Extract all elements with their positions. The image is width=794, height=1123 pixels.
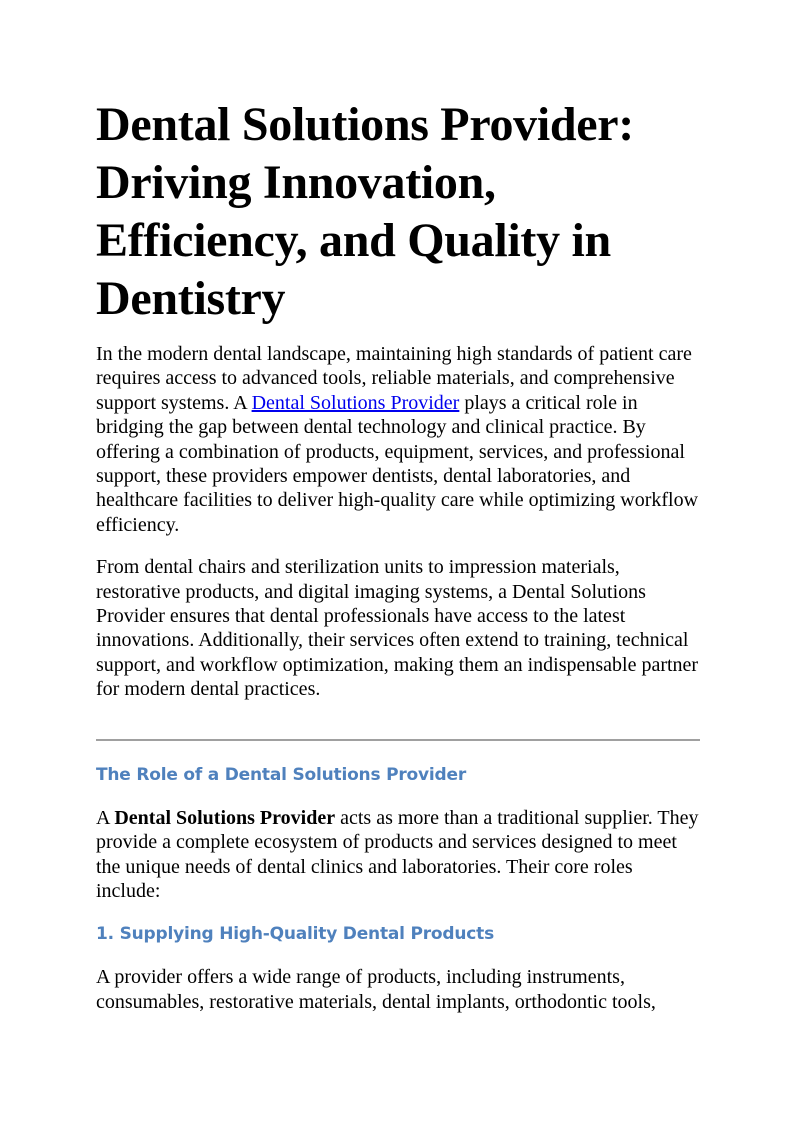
intro-paragraph bbox=[96, 342, 700, 537]
products-paragraph: A provider offers a wide range of products, including instruments, consumables, restorative materials, dental implants, orthodontic tools, bbox=[96, 966, 656, 1013]
second-paragraph: From dental chairs and sterilization units to impression materials, restorative products, and digital imaging systems, a Dental Solutions Provider ensures that dental professionals have access to the latest innovations. Additionally, their services often extend to training, technical support, and workflow optimization, making them an indispensable partner for modern dental practices. bbox=[96, 556, 699, 701]
role-paragraph bbox=[96, 806, 700, 904]
section-heading-role: The Role of a Dental Solutions Provider bbox=[96, 764, 467, 785]
role-text-before-bold: A bbox=[96, 806, 115, 829]
role-bold-term: Dental Solutions Provider bbox=[114, 806, 336, 829]
document-body bbox=[96, 96, 700, 1014]
intro-text-after-link: plays a critical role in bridging the gap between dental technology and clinical practice. By offering a combination of products, equipment, services, and professional support, these providers empower dentists, dental laboratories, and healthcare facilities to deliver high-quality care while optimizing workflow efficiency. bbox=[96, 391, 699, 536]
subsection-heading-products: 1. Supplying High-Quality Dental Products bbox=[96, 924, 495, 945]
page-title: Dental Solutions Provider: Driving Innovation, Efficiency, and Quality in Dentistry bbox=[96, 98, 634, 325]
intro-text-before-link: In the modern dental landscape, maintaining high standards of patient care requires access to advanced tools, reliable materials, and comprehensive support systems. A bbox=[96, 343, 692, 414]
horizontal-divider bbox=[96, 739, 700, 741]
role-text-after-bold: acts as more than a traditional supplier. They provide a complete ecosystem of products and services designed to meet the unique needs of dental clinics and laboratories. Their core roles include: bbox=[96, 806, 699, 902]
dental-solutions-provider-link[interactable]: Dental Solutions Provider bbox=[251, 391, 460, 414]
